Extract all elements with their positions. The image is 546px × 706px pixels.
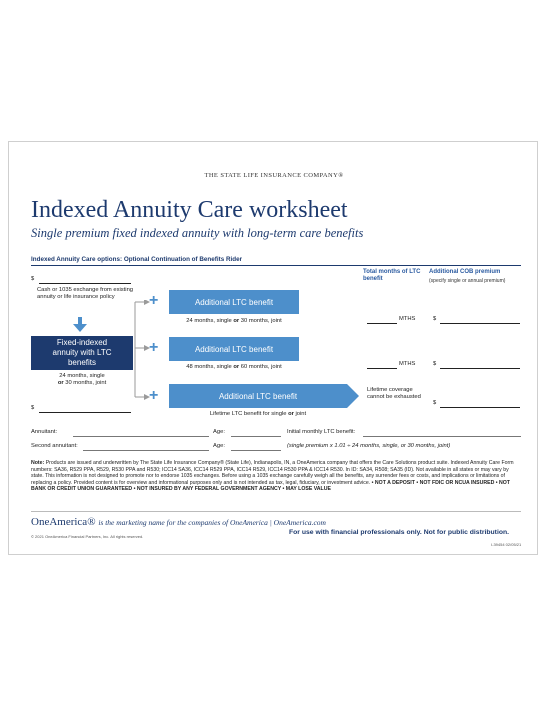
second-annuitant-field[interactable] [83,450,209,451]
option-3-dollar: $ [433,400,437,406]
option-3-desc-or: or [288,411,294,417]
annuitant-age-field[interactable] [231,436,281,437]
option-1-label: Additional LTC benefit [194,297,274,307]
plus-icon: + [149,339,159,356]
plus-icon: + [149,387,159,404]
options-divider [31,265,521,266]
option-1-dollar: $ [433,316,437,322]
option-2-label: Additional LTC benefit [194,344,274,354]
option-2-box [169,337,299,361]
option-2-desc-single: 48 months, single [186,364,232,370]
down-arrow-icon [73,317,87,333]
worksheet-page [8,141,538,555]
annuity-amount-field[interactable] [39,412,131,413]
option-2-desc [169,364,299,371]
copyright: © 2021 OneAmerica Financial Partners, Inc. All rights reserved. [31,534,144,539]
company-name: THE STATE LIFE INSURANCE COMPANY® [204,172,344,179]
cob-premium-subheader: (specify single or annual premium) [429,278,506,284]
annuity-term-single: 24 months, single [59,373,105,379]
initial-ltc-label: Initial monthly LTC benefit: [287,429,356,435]
option-1-desc-joint: 30 months, joint [240,318,282,324]
note-body: Products are issued and underwritten by The State Life Insurance Company® (State Life), Indianapolis, IN, a OneAmerica company that offers the Care Solutions product suite. Indexed Annuity Care Form numbers: SA36, R529 PPA, R529, R530 PPA and R530; ICC14 SA36, ICC14 R529 PPA, ICC14 R529, ICC14 R530 PPA & ICC14 R530. In ID: SA34, R508; SA35 (ID). Not available in all states or may vary by state. This information is not designed to promote nor to endorse 1035 exchanges. Before using a 1035 exchange carefully weigh all the benefits, any surrender fees or costs, and implications or limitations of replacing a policy. Provided content is for overview and informational purposes only and is not intended as tax, legal, fiduciary, or investment advice. [31,460,514,486]
initial-ltc-field[interactable] [363,436,521,437]
option-1-mths: MTHS [399,316,416,322]
footer-divider [31,511,521,512]
option-1-premium-field[interactable] [440,323,520,324]
option-1-desc-single: 24 months, single [186,318,232,324]
option-1-months-field[interactable] [367,323,397,324]
option-3-desc-joint: joint [295,411,307,417]
option-1-desc-or: or [233,318,240,324]
note-label: Note: [31,460,45,466]
annuitant-field[interactable] [73,436,209,437]
option-1-desc [169,318,299,325]
second-annuitant-age-label: Age: [213,443,225,449]
option-2-desc-or: or [233,364,240,370]
option-1-box [169,290,299,314]
options-heading: Indexed Annuity Care options: Optional Continuation of Benefits Rider [31,256,243,263]
annuity-dollar-label: $ [31,405,35,411]
option-2-premium-field[interactable] [440,368,520,369]
second-annuitant-label: Second annuitant: [31,443,78,449]
disclosure-note [31,460,521,493]
note-bold-disclaimer: • NOT A DEPOSIT • NOT FDIC OR NCUA INSURED • NOT BANK OR CREDIT UNION GUARANTEED • NOT INSURED BY ANY FEDERAL GOVERNMENT AGENCY • MAY LOSE VALUE [31,479,510,493]
distribution-notice: For use with financial professionals only. Not for public distribution. [289,529,510,536]
plus-icon: + [149,292,159,309]
option-2-mths: MTHS [399,361,416,367]
logo-text: OneAmerica® [31,516,96,528]
oneamerica-logo [31,516,326,528]
page-title: Indexed Annuity Care worksheet [31,197,348,223]
ltc-formula: (single premium x 1.01 ÷ 24 months, single, or 30 months, joint) [287,443,451,449]
option-2-desc-joint: 60 months, joint [240,364,282,370]
option-3-desc-single: Lifetime LTC benefit for single [209,411,287,417]
annuity-box [31,336,133,370]
option-2-dollar: $ [433,361,437,367]
annuity-term-joint: 30 months, joint [65,380,107,387]
annuitant-age-label: Age: [213,429,225,435]
option-3-box [169,384,347,408]
option-3-premium-field[interactable] [440,407,520,408]
annuity-term-or: or [57,380,64,387]
option-3-lifetime-note: Lifetime coverage cannot be exhausted [367,387,421,401]
funding-amount-field[interactable] [39,283,131,284]
annuitant-label: Annuitant: [31,429,58,435]
page-subtitle: Single premium fixed indexed annuity with long-term care benefits [31,226,364,240]
funding-source-text: Cash or 1035 exchange from existing annuity or life insurance policy [37,287,134,301]
second-annuitant-age-field[interactable] [231,450,281,451]
form-number: I-39454 02/05/21 [491,542,522,547]
cob-premium-header: Additional COB premium [429,269,501,275]
total-months-header: Total months of LTC benefit [363,269,421,282]
annuity-box-label: Fixed-indexed annuity with LTC benefits [52,338,112,367]
option-2-months-field[interactable] [367,368,397,369]
funding-dollar-label: $ [31,276,35,282]
option-3-label: Additional LTC benefit [218,391,298,401]
annuity-term [31,373,133,388]
option-3-desc [169,411,347,418]
logo-tagline: is the marketing name for the companies of OneAmerica | OneAmerica.com [98,518,326,527]
